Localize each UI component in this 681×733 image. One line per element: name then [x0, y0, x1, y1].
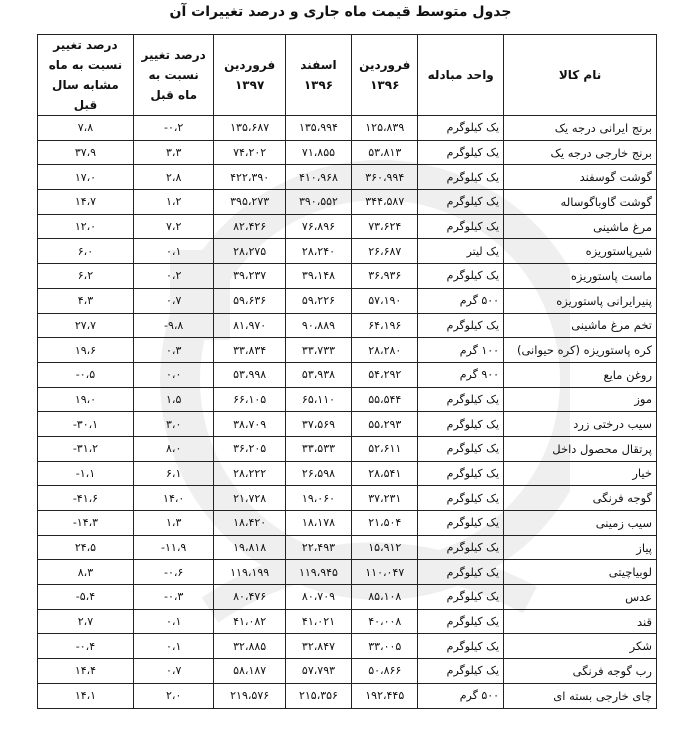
cell-name: شیرپاستوریزه	[504, 239, 657, 264]
cell-unit: یک کیلوگرم	[418, 634, 504, 659]
cell-unit: یک کیلوگرم	[418, 140, 504, 165]
cell-unit: یک کیلوگرم	[418, 116, 504, 141]
cell-name: برنج خارجی درجه یک	[504, 140, 657, 165]
cell-monthly-change: ۰،۲	[133, 264, 214, 289]
cell-unit: یک کیلوگرم	[418, 461, 504, 486]
cell-esfand-1396: ۳۷،۵۶۹	[285, 412, 351, 437]
cell-unit: یک کیلوگرم	[418, 387, 504, 412]
cell-farvardin-1396: ۵۷،۱۹۰	[352, 288, 418, 313]
cell-esfand-1396: ۹۰،۸۸۹	[285, 313, 351, 338]
cell-yearly-change: -۱،۱	[38, 461, 134, 486]
cell-farvardin-1396: ۱۹۲،۴۴۵	[352, 683, 418, 708]
cell-name: روغن مایع	[504, 362, 657, 387]
cell-unit: یک کیلوگرم	[418, 436, 504, 461]
table-row	[38, 609, 657, 634]
cell-esfand-1396: ۲۱۵،۳۵۶	[285, 683, 351, 708]
cell-unit: یک کیلوگرم	[418, 313, 504, 338]
cell-farvardin-1396: ۲۶،۶۸۷	[352, 239, 418, 264]
cell-esfand-1396: ۵۳،۹۳۸	[285, 362, 351, 387]
cell-yearly-change: ۶،۲	[38, 264, 134, 289]
cell-name: سیب درختی زرد	[504, 412, 657, 437]
table-row	[38, 190, 657, 215]
cell-unit: یک لیتر	[418, 239, 504, 264]
cell-monthly-change: ۱۴،۰	[133, 486, 214, 511]
cell-unit: یک کیلوگرم	[418, 535, 504, 560]
cell-yearly-change: ۱۴،۴	[38, 659, 134, 684]
cell-yearly-change: ۷،۸	[38, 116, 134, 141]
table-row	[38, 535, 657, 560]
table-row	[38, 116, 657, 141]
cell-farvardin-1396: ۲۸،۵۴۱	[352, 461, 418, 486]
cell-monthly-change: ۲،۰	[133, 683, 214, 708]
cell-esfand-1396: ۳۳،۵۳۳	[285, 436, 351, 461]
cell-unit: ۹۰۰ گرم	[418, 362, 504, 387]
cell-name: گوشت گوسفند	[504, 165, 657, 190]
cell-farvardin-1397: ۳۶،۲۰۵	[214, 436, 285, 461]
cell-yearly-change: ۱۲،۰	[38, 214, 134, 239]
cell-unit: یک کیلوگرم	[418, 585, 504, 610]
table-row	[38, 486, 657, 511]
table-row	[38, 461, 657, 486]
cell-farvardin-1397: ۸۰،۴۷۶	[214, 585, 285, 610]
cell-name: خیار	[504, 461, 657, 486]
cell-farvardin-1396: ۱۱۰،۰۴۷	[352, 560, 418, 585]
cell-name: چای خارجی بسته ای	[504, 683, 657, 708]
cell-yearly-change: ۳۷،۹	[38, 140, 134, 165]
header-farvardin-1396: فروردین ۱۳۹۶	[352, 35, 418, 116]
cell-unit: یک کیلوگرم	[418, 609, 504, 634]
cell-unit: یک کیلوگرم	[418, 511, 504, 536]
table-row	[38, 264, 657, 289]
cell-farvardin-1397: ۱۹،۸۱۸	[214, 535, 285, 560]
cell-monthly-change: ۰،۳	[133, 338, 214, 363]
cell-esfand-1396: ۷۱،۸۵۵	[285, 140, 351, 165]
cell-farvardin-1397: ۲۱،۷۲۸	[214, 486, 285, 511]
cell-unit: یک کیلوگرم	[418, 560, 504, 585]
cell-yearly-change: -۵،۴	[38, 585, 134, 610]
cell-monthly-change: -۹،۸	[133, 313, 214, 338]
cell-yearly-change: ۱۴،۱	[38, 683, 134, 708]
cell-farvardin-1397: ۲۸،۲۷۵	[214, 239, 285, 264]
cell-esfand-1396: ۱۸،۱۷۸	[285, 511, 351, 536]
table-row	[38, 288, 657, 313]
cell-yearly-change: -۳۰،۱	[38, 412, 134, 437]
cell-monthly-change: ۰،۰	[133, 362, 214, 387]
cell-yearly-change: ۴،۳	[38, 288, 134, 313]
table-row	[38, 659, 657, 684]
cell-esfand-1396: ۶۵،۱۱۰	[285, 387, 351, 412]
cell-name: سیب زمینی	[504, 511, 657, 536]
cell-farvardin-1397: ۳۸،۷۰۹	[214, 412, 285, 437]
table-row	[38, 214, 657, 239]
table-title: جدول متوسط قیمت ماه جاری و درصد تغییرات آن	[169, 4, 512, 20]
cell-farvardin-1397: ۵۳،۹۹۸	[214, 362, 285, 387]
table-row	[38, 412, 657, 437]
cell-name: گوشت گاوباگوساله	[504, 190, 657, 215]
table-row	[38, 511, 657, 536]
cell-monthly-change: -۰،۲	[133, 116, 214, 141]
cell-esfand-1396: ۳۹،۱۴۸	[285, 264, 351, 289]
cell-farvardin-1396: ۵۰،۸۶۶	[352, 659, 418, 684]
cell-esfand-1396: ۸۰،۷۰۹	[285, 585, 351, 610]
cell-farvardin-1396: ۳۶،۹۳۶	[352, 264, 418, 289]
cell-name: موز	[504, 387, 657, 412]
header-esfand-1396: اسفند ۱۳۹۶	[285, 35, 351, 116]
cell-yearly-change: ۲،۷	[38, 609, 134, 634]
table-row	[38, 683, 657, 708]
cell-unit: یک کیلوگرم	[418, 214, 504, 239]
table-row	[38, 362, 657, 387]
cell-monthly-change: ۱،۳	[133, 511, 214, 536]
cell-farvardin-1396: ۵۵،۵۴۴	[352, 387, 418, 412]
cell-monthly-change: ۸،۰	[133, 436, 214, 461]
cell-unit: ۱۰۰ گرم	[418, 338, 504, 363]
cell-monthly-change: ۰،۱	[133, 634, 214, 659]
cell-farvardin-1397: ۱۸،۴۲۰	[214, 511, 285, 536]
cell-monthly-change: -۰،۶	[133, 560, 214, 585]
cell-monthly-change: -۱۱،۹	[133, 535, 214, 560]
cell-name: کره پاستوریزه (کره حیوانی)	[504, 338, 657, 363]
cell-farvardin-1397: ۳۹،۲۳۷	[214, 264, 285, 289]
cell-unit: یک کیلوگرم	[418, 165, 504, 190]
cell-unit: یک کیلوگرم	[418, 659, 504, 684]
cell-monthly-change: ۰،۱	[133, 239, 214, 264]
table-row	[38, 634, 657, 659]
cell-farvardin-1397: ۱۱۹،۱۹۹	[214, 560, 285, 585]
cell-esfand-1396: ۳۲،۸۴۷	[285, 634, 351, 659]
table-row	[38, 585, 657, 610]
cell-monthly-change: ۷،۲	[133, 214, 214, 239]
cell-monthly-change: ۳،۰	[133, 412, 214, 437]
cell-farvardin-1396: ۳۳،۰۰۵	[352, 634, 418, 659]
cell-farvardin-1397: ۴۲۲،۳۹۰	[214, 165, 285, 190]
cell-yearly-change: -۰،۵	[38, 362, 134, 387]
table-row	[38, 338, 657, 363]
cell-name: مرغ ماشینی	[504, 214, 657, 239]
cell-farvardin-1396: ۳۷،۲۳۱	[352, 486, 418, 511]
cell-farvardin-1396: ۵۴،۲۹۲	[352, 362, 418, 387]
table-row	[38, 436, 657, 461]
cell-farvardin-1396: ۳۴۴،۵۸۷	[352, 190, 418, 215]
cell-yearly-change: ۸،۳	[38, 560, 134, 585]
cell-unit: یک کیلوگرم	[418, 190, 504, 215]
header-row	[38, 35, 657, 116]
cell-farvardin-1397: ۴۱،۰۸۲	[214, 609, 285, 634]
cell-monthly-change: ۶،۱	[133, 461, 214, 486]
cell-name: پنیرایرانی پاستوریزه	[504, 288, 657, 313]
cell-esfand-1396: ۴۱،۰۲۱	[285, 609, 351, 634]
cell-esfand-1396: ۵۹،۲۲۶	[285, 288, 351, 313]
cell-unit: ۵۰۰ گرم	[418, 288, 504, 313]
cell-farvardin-1396: ۶۴،۱۹۶	[352, 313, 418, 338]
cell-yearly-change: -۰،۴	[38, 634, 134, 659]
cell-esfand-1396: ۷۶،۸۹۶	[285, 214, 351, 239]
cell-name: ماست پاستوریزه	[504, 264, 657, 289]
cell-farvardin-1396: ۸۵،۱۰۸	[352, 585, 418, 610]
cell-farvardin-1397: ۱۳۵،۶۸۷	[214, 116, 285, 141]
cell-yearly-change: ۱۹،۶	[38, 338, 134, 363]
cell-yearly-change: -۱۴،۳	[38, 511, 134, 536]
cell-yearly-change: ۱۹،۰	[38, 387, 134, 412]
cell-esfand-1396: ۱۹،۰۶۰	[285, 486, 351, 511]
cell-farvardin-1397: ۳۳،۸۳۴	[214, 338, 285, 363]
cell-farvardin-1397: ۲۸،۲۲۲	[214, 461, 285, 486]
price-table	[37, 34, 657, 709]
cell-farvardin-1397: ۷۴،۲۰۲	[214, 140, 285, 165]
cell-unit: یک کیلوگرم	[418, 264, 504, 289]
cell-esfand-1396: ۳۳،۷۳۳	[285, 338, 351, 363]
cell-esfand-1396: ۵۷،۷۹۳	[285, 659, 351, 684]
cell-esfand-1396: ۲۲،۴۹۳	[285, 535, 351, 560]
cell-farvardin-1396: ۳۶۰،۹۹۴	[352, 165, 418, 190]
cell-farvardin-1396: ۷۳،۶۲۴	[352, 214, 418, 239]
table-row	[38, 165, 657, 190]
header-farvardin-1397: فروردین ۱۳۹۷	[214, 35, 285, 116]
cell-name: رب گوجه فرنگی	[504, 659, 657, 684]
cell-monthly-change: -۰،۳	[133, 585, 214, 610]
table-row	[38, 560, 657, 585]
cell-farvardin-1397: ۶۶،۱۰۵	[214, 387, 285, 412]
cell-unit: یک کیلوگرم	[418, 486, 504, 511]
cell-monthly-change: ۱،۲	[133, 190, 214, 215]
cell-esfand-1396: ۴۱۰،۹۶۸	[285, 165, 351, 190]
cell-unit: یک کیلوگرم	[418, 412, 504, 437]
cell-monthly-change: ۲،۸	[133, 165, 214, 190]
cell-unit: ۵۰۰ گرم	[418, 683, 504, 708]
cell-yearly-change: -۳۱،۲	[38, 436, 134, 461]
table-row	[38, 239, 657, 264]
cell-yearly-change: ۲۴،۵	[38, 535, 134, 560]
table-row	[38, 313, 657, 338]
cell-farvardin-1397: ۲۱۹،۵۷۶	[214, 683, 285, 708]
cell-farvardin-1396: ۴۰،۰۰۸	[352, 609, 418, 634]
cell-farvardin-1397: ۸۱،۹۷۰	[214, 313, 285, 338]
cell-yearly-change: -۴۱،۶	[38, 486, 134, 511]
table-row	[38, 140, 657, 165]
cell-yearly-change: ۲۷،۷	[38, 313, 134, 338]
table-row	[38, 387, 657, 412]
cell-name: برنج ایرانی درجه یک	[504, 116, 657, 141]
cell-farvardin-1396: ۵۵،۲۹۳	[352, 412, 418, 437]
cell-monthly-change: ۱،۵	[133, 387, 214, 412]
cell-esfand-1396: ۱۱۹،۹۴۵	[285, 560, 351, 585]
cell-name: گوجه فرنگی	[504, 486, 657, 511]
header-name: نام کالا	[504, 35, 657, 116]
cell-farvardin-1396: ۵۳،۸۱۳	[352, 140, 418, 165]
cell-farvardin-1396: ۲۱،۵۰۴	[352, 511, 418, 536]
cell-esfand-1396: ۱۳۵،۹۹۴	[285, 116, 351, 141]
cell-farvardin-1397: ۳۲،۸۸۵	[214, 634, 285, 659]
cell-farvardin-1397: ۵۸،۱۸۷	[214, 659, 285, 684]
table-body	[38, 116, 657, 709]
cell-yearly-change: ۱۴،۷	[38, 190, 134, 215]
cell-name: قند	[504, 609, 657, 634]
cell-name: پیاز	[504, 535, 657, 560]
cell-name: پرتقال محصول داخل	[504, 436, 657, 461]
cell-name: عدس	[504, 585, 657, 610]
header-monthly-change: درصد تغییر نسبت به ماه قبل	[133, 35, 214, 116]
header-unit: واحد مبادله	[418, 35, 504, 116]
cell-monthly-change: ۳،۳	[133, 140, 214, 165]
cell-monthly-change: ۰،۱	[133, 609, 214, 634]
cell-farvardin-1396: ۱۲۵،۸۳۹	[352, 116, 418, 141]
cell-esfand-1396: ۲۸،۲۴۰	[285, 239, 351, 264]
cell-farvardin-1397: ۵۹،۶۳۶	[214, 288, 285, 313]
cell-name: شکر	[504, 634, 657, 659]
cell-monthly-change: ۰،۷	[133, 288, 214, 313]
cell-farvardin-1397: ۳۹۵،۲۷۳	[214, 190, 285, 215]
cell-yearly-change: ۶،۰	[38, 239, 134, 264]
cell-monthly-change: ۰،۷	[133, 659, 214, 684]
cell-farvardin-1396: ۲۸،۲۸۰	[352, 338, 418, 363]
cell-name: لوبیاچیتی	[504, 560, 657, 585]
cell-farvardin-1396: ۱۵،۹۱۲	[352, 535, 418, 560]
cell-esfand-1396: ۲۶،۵۹۸	[285, 461, 351, 486]
cell-farvardin-1397: ۸۲،۴۲۶	[214, 214, 285, 239]
cell-yearly-change: ۱۷،۰	[38, 165, 134, 190]
cell-name: تخم مرغ ماشینی	[504, 313, 657, 338]
header-yearly-change: درصد تغییر نسبت به ماه مشابه سال قبل	[38, 35, 134, 116]
cell-farvardin-1396: ۵۲،۶۱۱	[352, 436, 418, 461]
cell-esfand-1396: ۳۹۰،۵۵۲	[285, 190, 351, 215]
